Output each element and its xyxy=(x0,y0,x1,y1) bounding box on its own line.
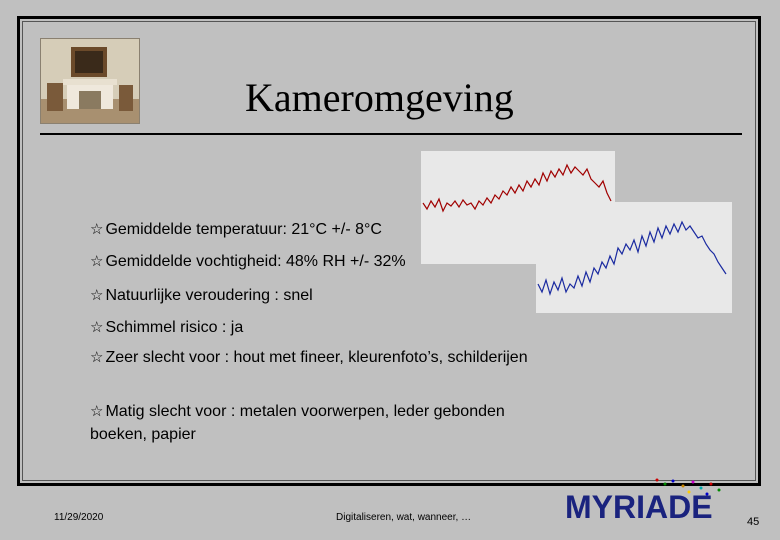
myriade-logo xyxy=(565,476,735,526)
svg-text:MYRIADE: MYRIADE xyxy=(565,489,713,525)
bullet-item: ☆ Zeer slecht voor : hout met fineer, kleurenfoto’s, schilderijen xyxy=(90,349,528,366)
humidity-line xyxy=(538,222,726,294)
bullet-item: ☆ Gemiddelde vochtigheid: 48% RH +/- 32% xyxy=(90,253,406,270)
bullet-item: ☆ Matig slecht voor : metalen voorwerpen, leder gebonden boeken, papier xyxy=(90,403,505,443)
star-icon: ☆ xyxy=(90,403,104,420)
star-icon: ☆ xyxy=(90,287,104,304)
title-underline xyxy=(40,133,742,135)
humidity-graph xyxy=(536,202,732,313)
star-icon: ☆ xyxy=(90,349,104,366)
slide-title: Kameromgeving xyxy=(245,75,514,120)
footer-center-text: Digitaliseren, wat, wanneer, … xyxy=(336,512,472,523)
bullet-item: ☆ Natuurlijke veroudering : snel xyxy=(90,287,313,304)
page-number: 45 xyxy=(747,516,760,528)
bullet-item: ☆ Schimmel risico : ja xyxy=(90,319,244,336)
star-icon: ☆ xyxy=(90,253,104,270)
bullet-item: ☆ Gemiddelde temperatuur: 21°C +/- 8°C xyxy=(90,221,382,238)
footer-date: 11/29/2020 xyxy=(54,512,104,523)
room-photo xyxy=(40,38,140,124)
star-icon: ☆ xyxy=(90,221,104,238)
star-icon: ☆ xyxy=(90,319,104,336)
